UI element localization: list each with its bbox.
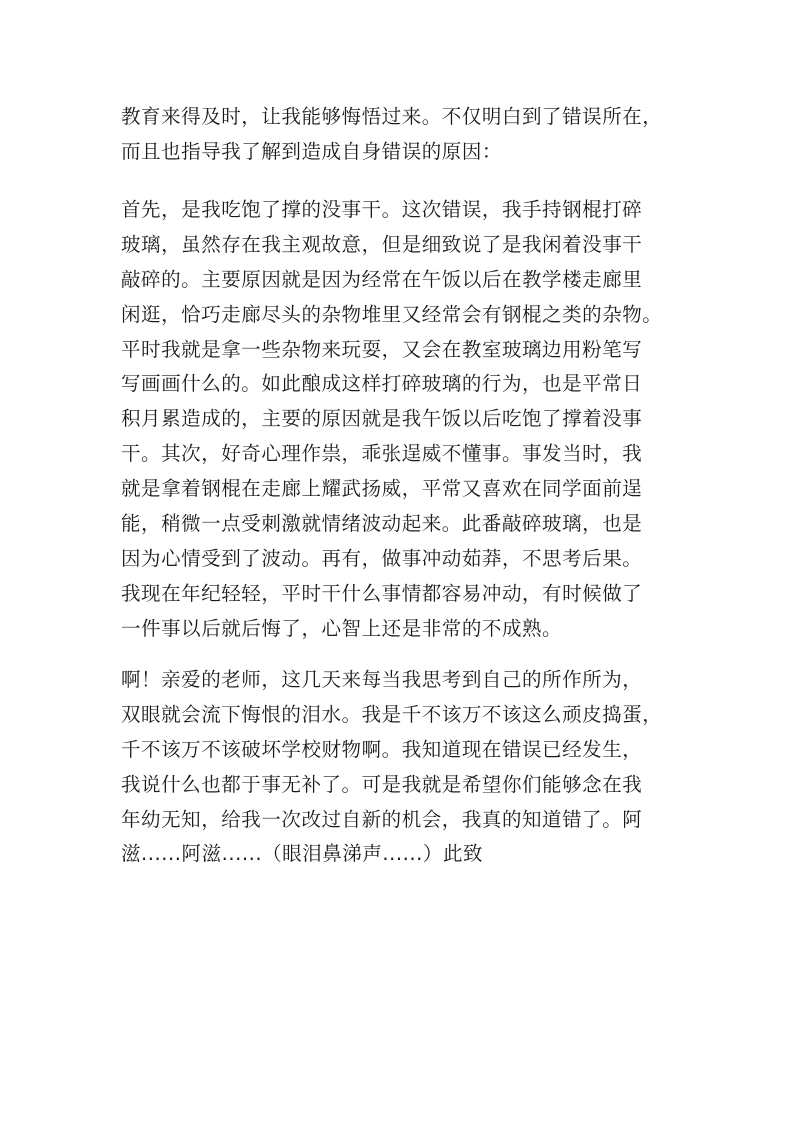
paragraph-apology bbox=[121, 663, 691, 872]
text-line: 能，稍微一点受刺激就情绪波动起来。此番敲碎玻璃，也是 bbox=[121, 512, 643, 536]
text-line: 因为心情受到了波动。再有，做事冲动茹莽，不思考后果。 bbox=[121, 546, 643, 570]
text-line: 千不该万不该破坏学校财物啊。我知道现在错误已经发生， bbox=[121, 737, 643, 761]
text-line: 就是拿着钢棍在走廊上耀武扬威，平常又喜欢在同学面前逞 bbox=[121, 477, 643, 501]
text-line: 双眼就会流下悔恨的泪水。我是千不该万不该这么顽皮捣蛋， bbox=[121, 702, 663, 726]
text-line: 一件事以后就后悔了，心智上还是非常的不成熟。 bbox=[121, 616, 563, 640]
text-line: 写画画什么的。如此酿成这样打碎玻璃的行为，也是平常日 bbox=[121, 372, 643, 396]
text-line: 我说什么也都于事无补了。可是我就是希望你们能够念在我 bbox=[121, 772, 643, 796]
text-line: 平时我就是拿一些杂物来玩耍，又会在教室玻璃边用粉笔写 bbox=[121, 337, 643, 361]
text-line: 积月累造成的，主要的原因就是我午饭以后吃饱了撑着没事 bbox=[121, 407, 643, 431]
text-line: 啊！亲爱的老师，这几天来每当我思考到自己的所作所为， bbox=[121, 668, 643, 691]
text-line: 闲逛，恰巧走廊尽头的杂物堆里又经常会有钢棍之类的杂物。 bbox=[121, 302, 663, 326]
paragraph-reasons bbox=[121, 193, 691, 647]
text-line: 敲碎的。主要原因就是因为经常在午饭以后在教学楼走廊里 bbox=[121, 267, 643, 291]
text-line: 而且也指导我了解到造成自身错误的原因： bbox=[121, 139, 502, 163]
text-line: 滋......阿滋......（眼泪鼻涕声......）此致 bbox=[121, 842, 484, 866]
text-line: 首先，是我吃饱了撑的没事干。这次错误，我手持钢棍打碎 bbox=[121, 198, 643, 221]
text-line: 我现在年纪轻轻，平时干什么事情都容易冲动，有时候做了 bbox=[121, 581, 643, 605]
text-line: 玻璃，虽然存在我主观故意，但是细致说了是我闲着没事干 bbox=[121, 232, 643, 256]
text-line: 年幼无知，给我一次改过自新的机会，我真的知道错了。阿 bbox=[121, 807, 643, 831]
text-line: 教育来得及时，让我能够悔悟过来。不仅明白到了错误所在， bbox=[121, 105, 663, 128]
paragraph-intro bbox=[121, 100, 691, 170]
text-line: 干。其次，好奇心理作祟，乖张逞威不懂事。事发当时，我 bbox=[121, 442, 643, 466]
